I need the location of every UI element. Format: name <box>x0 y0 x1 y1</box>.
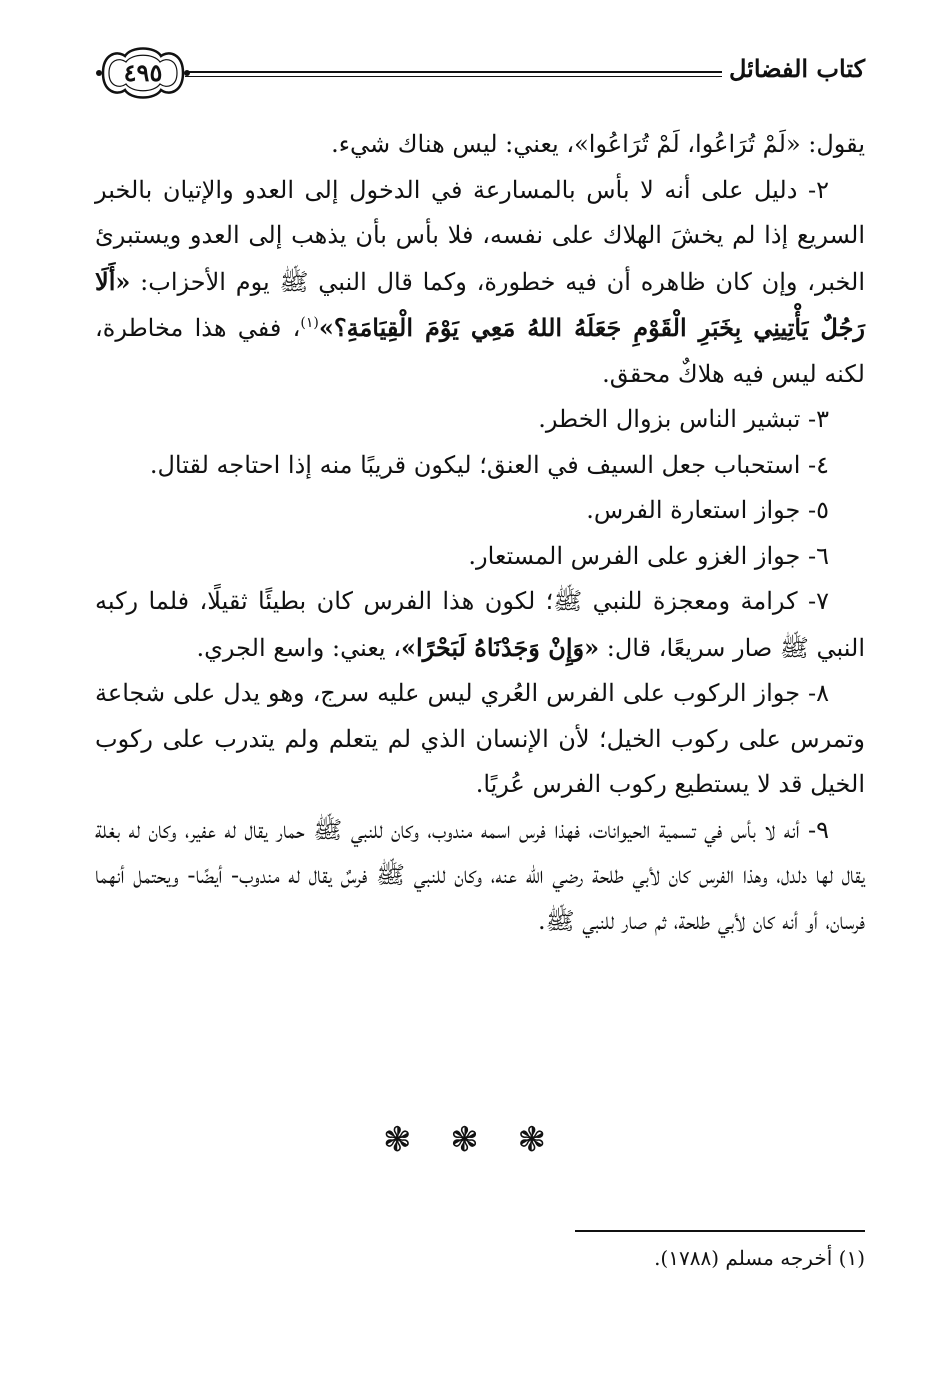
main-text <box>95 122 865 944</box>
page-number-badge <box>95 44 191 102</box>
paragraph-5: ٥- جواز استعارة الفرس. <box>586 496 829 524</box>
footnote: (١) أخرجه مسلم (١٧٨٨). <box>654 1246 865 1270</box>
paragraph-4: ٤- استحباب جعل السيف في العنق؛ ليكون قريبًا منه إذا احتاجه لقتال. <box>149 450 829 479</box>
paragraph-6: ٦- جواز الغزو على الفرس المستعار. <box>468 541 829 570</box>
paragraph-2-text: ٢- دليل على أنه لا بأس بالمسارعة في الدخول إلى العدو والإتيان بالخبر السريع إذا لم يخشَ الهلاك على نفسه، فلا بأس بأن يذهب إلى العدو ويستبرئ الخبر، وإن كان ظاهره أن فيه خطورة، وكما قال النبي ﷺ يوم الأحزاب: <box>95 175 866 296</box>
paragraph-9: ٩- أنه لا بأس في تسمية الحيوانات، فهذا فرس اسمه مندوب، وكان للنبي ﷺ حمار يقال له عفير، وكان له بغلة يقال لها دلدل، وهذا الفرس كان لأبي طلحة رضي الله عنه، وكان للنبي ﷺ فرسٌ يقال له مندوب- أيضًا- ويحتمل أنهما فرسان، أو أنه كان لأبي طلحة، ثم صار للنبي ﷺ. <box>95 815 865 935</box>
page-number: ٤٩٥ <box>123 58 163 87</box>
footnote-rule <box>575 1230 865 1232</box>
header-rule-thin <box>185 76 722 77</box>
paragraph-1: يقول: «لَمْ تُرَاعُوا، لَمْ تُرَاعُوا»، يعني: ليس هناك شيء. <box>331 130 865 158</box>
paragraph-7 <box>95 579 865 671</box>
header-rule <box>185 71 722 73</box>
hadith-quote: «أَلَا رَجُلٌ يَأْتِينِي بِخَبَرِ الْقَوْمِ جَعَلَهُ اللهُ مَعِي يَوْمَ الْقِيَامَةِ؟» <box>95 266 866 342</box>
paragraph-3: ٣- تبشير الناس بزوال الخطر. <box>538 405 829 433</box>
footnote-ref: (١) <box>300 315 319 331</box>
hadith-quote-2: «وَإِنْ وَجَدْنَاهُ لَبَحْرًا» <box>400 632 600 662</box>
paragraph-7-end: ، يعني: واسع الجري. <box>196 633 401 662</box>
paragraph-2-end: ، ففي هذا مخاطرة، لكنه ليس فيه هلاكٌ محقق. <box>95 314 865 388</box>
chapter-title: كتاب الفضائل <box>728 54 865 83</box>
section-separator: ❃ ❃ ❃ <box>382 1120 561 1160</box>
page-header <box>95 44 865 104</box>
paragraph-2 <box>95 168 865 398</box>
paragraph-7-text: ٧- كرامة ومعجزة للنبي ﷺ؛ لكون هذا الفرس كان بطيئًا ثقيلًا، فلما ركبه النبي ﷺ صار سريعًا، قال: <box>95 587 865 662</box>
paragraph-8: ٨- جواز الركوب على الفرس العُري ليس عليه سرج، وهو يدل على شجاعة وتمرس على ركوب الخيل؛ لأن الإنسان الذي لم يتعلم ولم يتدرب على ركوب الخيل قد لا يستطيع ركوب الفرس عُريًا. <box>95 679 865 798</box>
